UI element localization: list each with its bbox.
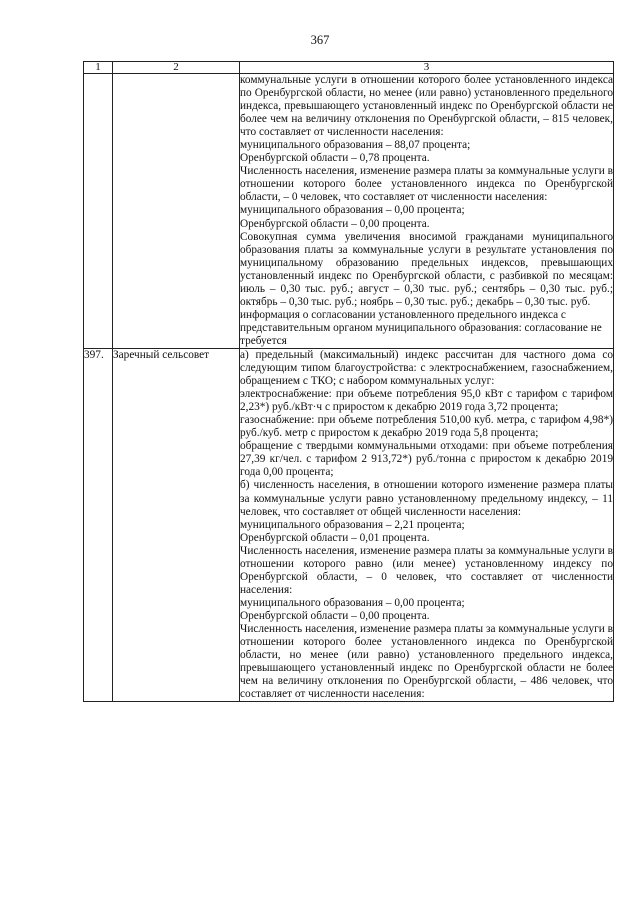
- paragraph: электроснабжение: при объеме потребления 95,0 кВт с тарифом с тарифом 2,23*) руб./кВт·ч с приростом к декабрю 2019 года 3,72 процента;: [240, 388, 613, 414]
- paragraph: коммунальные услуги в отношении которого более установленного индекса по Оренбургской области, но менее (или равно) установленного предельного индекса, превышающего установленный индекс по Оренбургской области не более чем на величину отклонения по Оренбургской области, – 815 человек, что составляет от численности населения:: [240, 74, 613, 139]
- paragraph: Численность населения, изменение размера платы за коммунальные услуги в отношении которого более установленного индекса по Оренбургской области, но менее (или равно) установленного предельного индекса, превышающего установленный индекс по Оренбургской области не более чем на величину отклонения по Оренбургской области, – 486 человек, что составляет от численности населения:: [240, 622, 613, 701]
- row-content: [240, 74, 614, 349]
- settlement-name: [113, 74, 240, 349]
- paragraph: Оренбургской области – 0,00 процента.: [240, 217, 430, 230]
- paragraph: обращение с твердыми коммунальными отходами: при объеме потребления 27,39 кг/чел. с тарифом 2 913,72*) руб./тонна с приростом к декабрю 2019 года 0,00 процента;: [240, 440, 613, 479]
- paragraph: газоснабжение: при объеме потребления 510,00 куб. метра, с тарифом 4,98*) руб./куб. метр с приростом к декабрю 2019 года 5,8 процента;: [240, 414, 613, 440]
- column-header-1: 1: [84, 62, 113, 74]
- paragraph: Оренбургской области – 0,00 процента.: [240, 609, 430, 622]
- column-header-2: 2: [113, 62, 240, 74]
- settlement-name: Заречный сельсовет: [113, 348, 240, 701]
- row-content: [240, 348, 614, 701]
- paragraph: муниципального образования – 88,07 процента;: [240, 139, 471, 152]
- table-header-row: [84, 62, 614, 74]
- paragraph: Численность населения, изменение размера платы за коммунальные услуги в отношении которого более установленного индекса по Оренбургской области, – 0 человек, что составляет от численности населения:: [240, 165, 613, 204]
- paragraph: Оренбургской области – 0,01 процента.: [240, 531, 430, 544]
- document-table: [83, 61, 614, 702]
- paragraph: а) предельный (максимальный) индекс рассчитан для частного дома со следующим типом благоустройства: с электроснабжением, газоснабжением, обращением с ТКО; с набором коммунальных услуг:: [240, 348, 613, 388]
- paragraph: Совокупная сумма увеличения вносимой гражданами муниципального образования платы за коммунальные услуги в результате установления по муниципальному образованию предельных индексов, превышающих установленный индекс по Оренбургской области, с разбивкой по месяцам: июль – 0,30 тыс. руб.; август – 0,30 тыс. руб.; сентябрь – 0,30 тыс. руб.; октябрь – 0,30 тыс. руб.; ноябрь – 0,30 тыс. руб.; декабрь – 0,30 тыс. руб.: [240, 230, 613, 308]
- row-number: [84, 74, 113, 349]
- paragraph: Численность населения, изменение размера платы за коммунальные услуги в отношении которого равно (или менее) установленному индексу по Оренбургской области, – 0 человек, что составляет от численности населения:: [240, 544, 613, 596]
- paragraph: муниципального образования – 0,00 процента;: [240, 596, 465, 609]
- column-header-3: 3: [240, 62, 614, 74]
- table-row: [84, 348, 614, 701]
- paragraph: муниципального образования – 0,00 процента;: [240, 204, 465, 217]
- page-number: 367: [310, 33, 330, 47]
- row-number: 397.: [84, 348, 113, 701]
- paragraph: муниципального образования – 2,21 процента;: [240, 518, 465, 531]
- paragraph: Оренбургской области – 0,78 процента.: [240, 152, 430, 165]
- table-row: [84, 74, 614, 349]
- paragraph: б) численность населения, в отношении которого изменение размера платы за коммунальные услуги равно установленному предельному индексу, – 11 человек, что составляет от общей численности населения:: [240, 479, 613, 518]
- paragraph: информация о согласовании установленного предельного индекса с представительным органом муниципального образования: согласование не требуется: [240, 308, 602, 347]
